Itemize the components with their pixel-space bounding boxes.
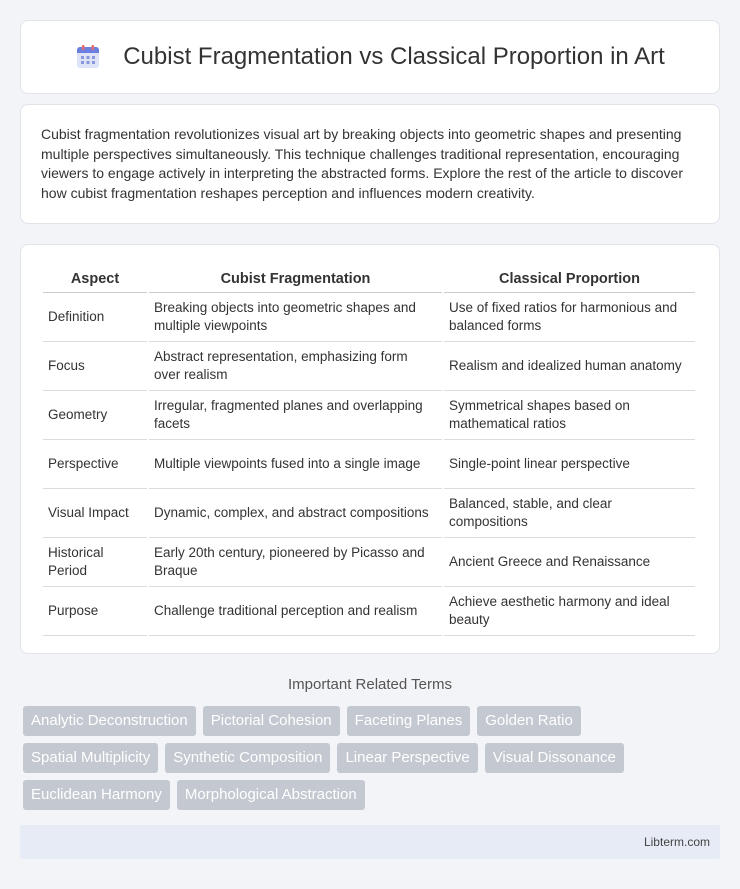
header-card [20,20,720,94]
column-header-aspect: Aspect [43,265,147,293]
calendar-icon [75,44,101,70]
cell-cubist: Irregular, fragmented planes and overlapping facets [149,391,442,440]
term-tag[interactable]: Euclidean Harmony [23,780,170,810]
cell-classical: Ancient Greece and Renaissance [444,538,695,587]
column-header-classical: Classical Proportion [444,265,695,293]
table-row [43,538,695,587]
cell-classical: Use of fixed ratios for harmonious and balanced forms [444,293,695,342]
cell-cubist: Abstract representation, emphasizing form over realism [149,342,442,391]
cell-cubist: Multiple viewpoints fused into a single image [149,440,442,489]
column-header-cubist: Cubist Fragmentation [149,265,442,293]
table-row [43,489,695,538]
cell-cubist: Dynamic, complex, and abstract compositions [149,489,442,538]
term-tag[interactable]: Faceting Planes [347,706,471,736]
intro-text: Cubist fragmentation revolutionizes visual art by breaking objects into geometric shapes and presenting multiple perspectives simultaneously. This technique challenges traditional representation, encouraging viewers to engage actively in interpreting the abstracted forms. Explore the rest of the article to discover how cubist fragmentation reshapes perception and influences modern creativity. [41,126,683,201]
term-tag[interactable]: Pictorial Cohesion [203,706,340,736]
cell-aspect: Geometry [43,391,147,440]
cell-cubist: Early 20th century, pioneered by Picasso and Braque [149,538,442,587]
footer-site-link[interactable]: Libterm.com [643,835,710,849]
cell-classical: Realism and idealized human anatomy [444,342,695,391]
table-row [43,342,695,391]
related-terms-title: Important Related Terms [288,676,452,693]
term-tag[interactable]: Analytic Deconstruction [23,706,196,736]
cell-aspect: Purpose [43,587,147,636]
cell-cubist: Challenge traditional perception and realism [149,587,442,636]
term-tag[interactable]: Linear Perspective [337,743,477,773]
term-tag[interactable]: Morphological Abstraction [177,780,365,810]
related-terms-list [23,706,723,817]
table-header-row [43,265,695,293]
table-row [43,391,695,440]
cell-classical: Single-point linear perspective [444,440,695,489]
table-row [43,440,695,489]
cell-classical: Balanced, stable, and clear compositions [444,489,695,538]
cell-cubist: Breaking objects into geometric shapes and multiple viewpoints [149,293,442,342]
term-tag[interactable]: Spatial Multiplicity [23,743,158,773]
cell-aspect: Historical Period [43,538,147,587]
intro-card [20,104,720,224]
cell-aspect: Visual Impact [43,489,147,538]
table-row [43,587,695,636]
cell-classical: Symmetrical shapes based on mathematical ratios [444,391,695,440]
cell-aspect: Definition [43,293,147,342]
cell-aspect: Focus [43,342,147,391]
table-row [43,293,695,342]
comparison-card [20,244,720,654]
term-tag[interactable]: Golden Ratio [477,706,581,736]
term-tag[interactable]: Synthetic Composition [165,743,330,773]
comparison-table [41,265,697,636]
term-tag[interactable]: Visual Dissonance [485,743,624,773]
footer [20,825,720,859]
page-title: Cubist Fragmentation vs Classical Proportion in Art [123,43,665,70]
cell-classical: Achieve aesthetic harmony and ideal beauty [444,587,695,636]
cell-aspect: Perspective [43,440,147,489]
